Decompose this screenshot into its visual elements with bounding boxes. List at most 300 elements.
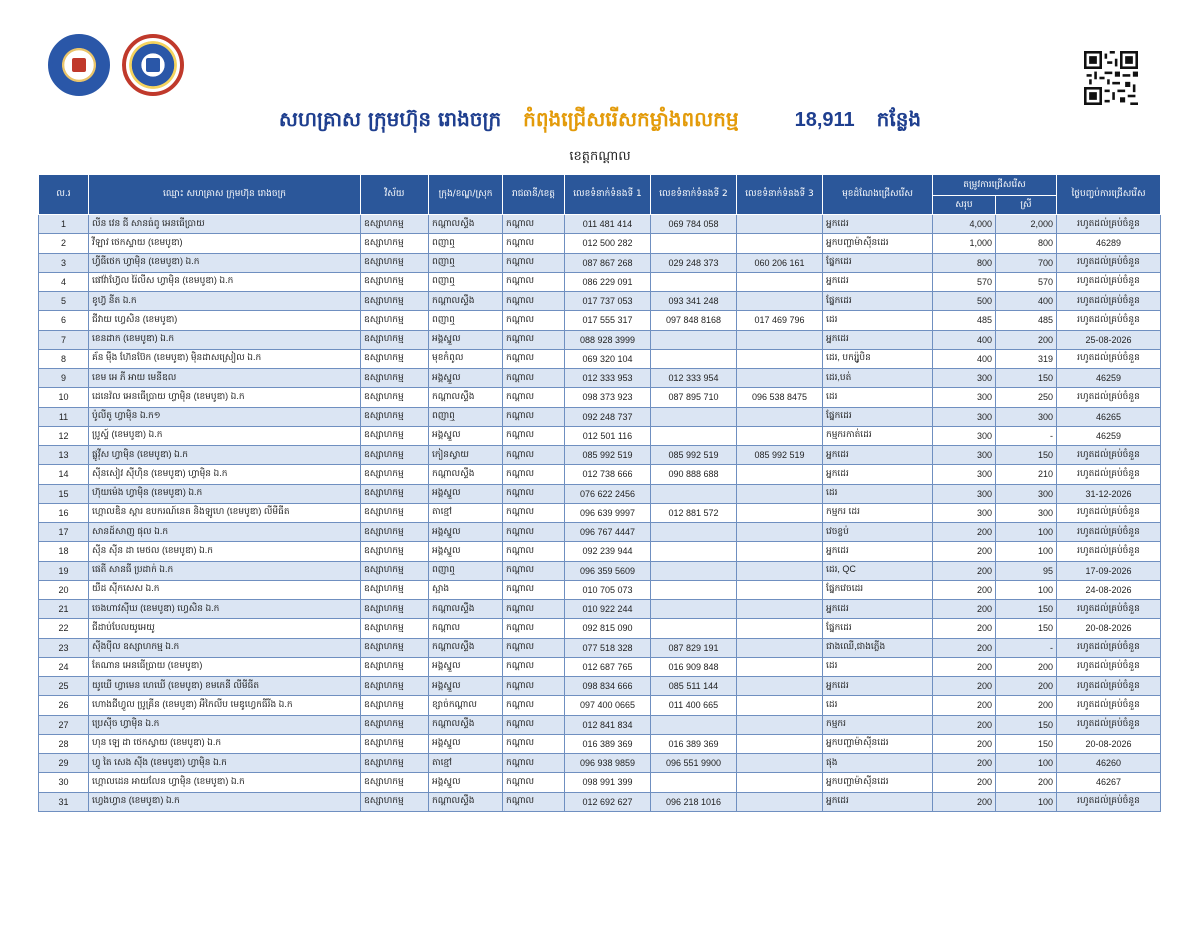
cell-district: អង្គស្នួល (429, 523, 503, 542)
cell-no: 20 (39, 580, 89, 599)
cell-name: ហោងជីហ្វូល ប្រូគ្រីន (ខេមបូឌា) អឹកៃលីប មេឌូហ្វេកធីរីង ឯ.ក (89, 696, 361, 715)
title-recruiting: កំពុងជ្រើសរើសកម្លាំងពលកម្ម (523, 107, 739, 131)
cell-no: 15 (39, 484, 89, 503)
table-row (39, 773, 1161, 792)
table-row (39, 465, 1161, 484)
cell-phone3 (737, 677, 823, 696)
cell-sector: ឧស្សាហកម្ម (361, 638, 429, 657)
cell-total: 200 (933, 773, 996, 792)
header-position: មុខដំណែងជ្រើសរើស (823, 175, 933, 215)
cell-phone1: 016 389 369 (565, 734, 651, 753)
cell-phone3 (737, 754, 823, 773)
cell-sector: ឧស្សាហកម្ម (361, 523, 429, 542)
cell-sector: ឧស្សាហកម្ម (361, 542, 429, 561)
cell-province: កណ្ដាល (503, 773, 565, 792)
cell-phone2: 012 333 954 (651, 369, 737, 388)
cell-phone3 (737, 792, 823, 811)
cell-sector: ឧស្សាហកម្ម (361, 715, 429, 734)
cell-deadline: 17-09-2026 (1057, 561, 1161, 580)
cell-no: 5 (39, 292, 89, 311)
cell-no: 31 (39, 792, 89, 811)
cell-province: កណ្ដាល (503, 734, 565, 753)
cell-position: អ្នកដេរ (823, 465, 933, 484)
cell-name: ហ្គោលឌិន ស្តារ ឧបករណ៍នេត និងឡូហេ (ខេមបូឌា) លីមីធីត (89, 503, 361, 522)
cell-phone2 (651, 600, 737, 619)
cell-deadline: រហូតដល់គ្រប់ចំនួន (1057, 311, 1161, 330)
cell-no: 12 (39, 426, 89, 445)
cell-deadline: រហូតដល់គ្រប់ចំនួន (1057, 215, 1161, 234)
cell-phone2 (651, 715, 737, 734)
cell-province: កណ្ដាល (503, 503, 565, 522)
cell-no: 21 (39, 600, 89, 619)
cell-name: ហ្វូ តៃ សេង ស៊ីង (ខេមបូឌា) ហ្វាម៉ិន ឯ.ក (89, 754, 361, 773)
cell-female: 100 (996, 580, 1057, 599)
cell-phone1: 088 928 3999 (565, 330, 651, 349)
cell-deadline: 20-08-2026 (1057, 734, 1161, 753)
cell-sector: ឧស្សាហកម្ម (361, 561, 429, 580)
cell-phone1: 092 248 737 (565, 407, 651, 426)
table-row (39, 754, 1161, 773)
cell-phone3 (737, 349, 823, 368)
cell-no: 11 (39, 407, 89, 426)
cell-phone1: 012 500 282 (565, 234, 651, 253)
cell-female: 150 (996, 369, 1057, 388)
cell-name: ហុន ឡេ ដា ថេកស្វាយ (ខេមបូឌា) ឯ.ក (89, 734, 361, 753)
cell-phone2: 011 400 665 (651, 696, 737, 715)
cell-province: កណ្ដាល (503, 754, 565, 773)
cell-phone1: 098 834 666 (565, 677, 651, 696)
cell-phone2 (651, 484, 737, 503)
cell-district: តាខ្មៅ (429, 754, 503, 773)
cell-district: កណ្ដាលស្ទឹង (429, 600, 503, 619)
table-row (39, 215, 1161, 234)
cell-province: កណ្ដាល (503, 292, 565, 311)
cell-sector: ឧស្សាហកម្ម (361, 503, 429, 522)
cell-phone2 (651, 234, 737, 253)
cell-female: 150 (996, 619, 1057, 638)
cell-district: តាខ្មៅ (429, 503, 503, 522)
association-logo (122, 34, 184, 96)
cell-total: 200 (933, 792, 996, 811)
cell-phone3: 085 992 519 (737, 446, 823, 465)
table-row (39, 561, 1161, 580)
cell-district: ពញាឮ (429, 561, 503, 580)
cell-phone1: 096 938 9859 (565, 754, 651, 773)
cell-deadline: រហូតដល់គ្រប់ចំនួន (1057, 292, 1161, 311)
cell-female: 2,000 (996, 215, 1057, 234)
cell-position: កម្មករ ដេរ (823, 503, 933, 522)
cell-district: កណ្ដាលស្ទឹង (429, 215, 503, 234)
cell-no: 16 (39, 503, 89, 522)
cell-province: កណ្ដាល (503, 369, 565, 388)
cell-province: កណ្ដាល (503, 330, 565, 349)
cell-total: 200 (933, 523, 996, 542)
table-row (39, 542, 1161, 561)
cell-name: សានដ៍សាញ ផុល ឯ.ក (89, 523, 361, 542)
table-row (39, 503, 1161, 522)
cell-district: អង្គស្នួល (429, 369, 503, 388)
cell-deadline: រហូតដល់គ្រប់ចំនួន (1057, 465, 1161, 484)
cell-phone2 (651, 619, 737, 638)
table-row (39, 657, 1161, 676)
cell-no: 10 (39, 388, 89, 407)
cell-no: 3 (39, 253, 89, 272)
cell-sector: ឧស្សាហកម្ម (361, 657, 429, 676)
cell-district: អង្គស្នួល (429, 657, 503, 676)
cell-name: ផ្លូវ៉ីស ហ្វាម៉ិន (ខេមបូឌា) ឯ.ក (89, 446, 361, 465)
cell-position: ផ្នែកដេរ (823, 253, 933, 272)
cell-phone3 (737, 272, 823, 291)
cell-phone1: 012 687 765 (565, 657, 651, 676)
cell-no: 27 (39, 715, 89, 734)
cell-province: កណ្ដាល (503, 234, 565, 253)
cell-name: ប្រេស៊ីច ហ្វាម៉ិន ឯ.ក (89, 715, 361, 734)
cell-female: 100 (996, 754, 1057, 773)
cell-phone2: 085 992 519 (651, 446, 737, 465)
cell-phone2 (651, 523, 737, 542)
cell-district: កណ្ដាលស្ទឹង (429, 638, 503, 657)
header-district: ក្រុង/ខណ្ឌ/ស្រុក (429, 175, 503, 215)
cell-no: 28 (39, 734, 89, 753)
header-no: ល.រ (39, 175, 89, 215)
cell-female: 100 (996, 523, 1057, 542)
cell-phone1: 085 992 519 (565, 446, 651, 465)
cell-district: អង្គស្នួល (429, 484, 503, 503)
cell-phone3 (737, 657, 823, 676)
cell-district: ខ្សាច់កណ្ដាល (429, 696, 503, 715)
cell-name: ប៉ូលីតូ ហ្វាម៉ិន ឯ.ក១ (89, 407, 361, 426)
cell-total: 200 (933, 696, 996, 715)
cell-female: 300 (996, 407, 1057, 426)
cell-no: 25 (39, 677, 89, 696)
cell-phone1: 077 518 328 (565, 638, 651, 657)
cell-name: យូឃើ ហ្វាមេន ហេឃើ (ខេមបូឌា) ខមភេនី លីមីធីត (89, 677, 361, 696)
header-deadline: ថ្ងៃបញ្ចប់ការជ្រើសរើស (1057, 175, 1161, 215)
cell-name: តែណាន អេនធើប្រាយ (ខេមបូឌា) (89, 657, 361, 676)
table-row (39, 272, 1161, 291)
cell-position: កម្មករ (823, 715, 933, 734)
cell-total: 300 (933, 426, 996, 445)
cell-province: កណ្ដាល (503, 407, 565, 426)
cell-name: ស៊ីនសៀវ ស៊ីហ៊ិន (ខេមបូឌា) ហ្វាម៉ិន ឯ.ក (89, 465, 361, 484)
cell-position: អ្នកដេរ (823, 677, 933, 696)
cell-phone1: 012 501 116 (565, 426, 651, 445)
cell-district: កៀនស្វាយ (429, 446, 503, 465)
cell-position: អ្នកដេរ (823, 272, 933, 291)
cell-female: 150 (996, 600, 1057, 619)
cell-phone1: 012 738 666 (565, 465, 651, 484)
cell-total: 570 (933, 272, 996, 291)
cell-province: កណ្ដាល (503, 677, 565, 696)
cell-district: មុខកំពូល (429, 349, 503, 368)
cell-name: ជីវាយ ហ្វេសិន (ខេមបូឌា) (89, 311, 361, 330)
cell-province: កណ្ដាល (503, 715, 565, 734)
cell-sector: ឧស្សាហកម្ម (361, 734, 429, 753)
header-name: ឈ្មោះ សហគ្រាស ក្រុមហ៊ុន រោងចក្រ (89, 175, 361, 215)
cell-sector: ឧស្សាហកម្ម (361, 407, 429, 426)
cell-no: 24 (39, 657, 89, 676)
cell-sector: ឧស្សាហកម្ម (361, 349, 429, 368)
cell-position: ផ្នែកដេរ (823, 619, 933, 638)
cell-district: កណ្ដាល (429, 619, 503, 638)
cell-province: កណ្ដាល (503, 349, 565, 368)
cell-position: ដេរ, បករ្ស៉ូបិន (823, 349, 933, 368)
cell-position: ដេរ (823, 657, 933, 676)
cell-no: 2 (39, 234, 89, 253)
cell-phone3 (737, 503, 823, 522)
cell-phone3 (737, 715, 823, 734)
qr-code[interactable] (1084, 50, 1138, 106)
cell-total: 200 (933, 715, 996, 734)
cell-position: ដេរ, QC (823, 561, 933, 580)
logo-group (48, 34, 184, 96)
cell-phone3: 060 206 161 (737, 253, 823, 272)
cell-province: កណ្ដាល (503, 446, 565, 465)
cell-phone1: 012 692 627 (565, 792, 651, 811)
cell-female: 200 (996, 330, 1057, 349)
cell-female: 210 (996, 465, 1057, 484)
cell-phone2: 093 341 248 (651, 292, 737, 311)
table-row (39, 619, 1161, 638)
cell-phone2: 016 389 369 (651, 734, 737, 753)
table-row (39, 349, 1161, 368)
cell-district: ពញាឮ (429, 234, 503, 253)
cell-phone1: 012 841 834 (565, 715, 651, 734)
cell-phone1: 011 481 414 (565, 215, 651, 234)
page-title (0, 106, 1200, 136)
cell-sector: ឧស្សាហកម្ម (361, 677, 429, 696)
cell-name: ជីដាប់បែលយូអេយូ (89, 619, 361, 638)
cell-total: 4,000 (933, 215, 996, 234)
cell-sector: ឧស្សាហកម្ម (361, 792, 429, 811)
cell-province: កណ្ដាល (503, 580, 565, 599)
table-row (39, 311, 1161, 330)
cell-deadline: រហូតដល់គ្រប់ចំនួន (1057, 677, 1161, 696)
cell-position: ផ្នែកដេរ (823, 292, 933, 311)
cell-district: អង្គស្នួល (429, 426, 503, 445)
cell-name: ផេតី សានធី ប្រដាក់ ឯ.ក (89, 561, 361, 580)
cell-deadline: 46259 (1057, 369, 1161, 388)
cell-deadline: 31-12-2026 (1057, 484, 1161, 503)
cell-position: ផុង (823, 754, 933, 773)
cell-sector: ឧស្សាហកម្ម (361, 215, 429, 234)
cell-district: ស្អាង (429, 580, 503, 599)
cell-phone1: 097 400 0665 (565, 696, 651, 715)
cell-name: ហ្វេងហ្វាន (ខេមបូឌា) ឯ.ក (89, 792, 361, 811)
cell-deadline: រហូតដល់គ្រប់ចំនួន (1057, 349, 1161, 368)
cell-phone3 (737, 600, 823, 619)
cell-female: 300 (996, 484, 1057, 503)
table-row (39, 523, 1161, 542)
cell-total: 300 (933, 407, 996, 426)
cell-female: 250 (996, 388, 1057, 407)
cell-position: អ្នកបញ្ជាម៉ាស៊ីនដេរ (823, 734, 933, 753)
cell-position: ដេរ (823, 311, 933, 330)
cell-position: អ្នកដេរ (823, 600, 933, 619)
cell-phone1: 096 359 5609 (565, 561, 651, 580)
cell-province: កណ្ដាល (503, 792, 565, 811)
cell-name: ហ៊ុយម៉េង ហ្វាម៉ិន (ខេមបូឌា) ឯ.ក (89, 484, 361, 503)
cell-phone1: 087 867 268 (565, 253, 651, 272)
cell-phone1: 096 767 4447 (565, 523, 651, 542)
cell-female: 200 (996, 677, 1057, 696)
cell-name: ចេងហាវស៊ីឃ (ខេមបូឌា) ហ្វេសិន ឯ.ក (89, 600, 361, 619)
cell-phone2: 090 888 688 (651, 465, 737, 484)
cell-total: 400 (933, 349, 996, 368)
cell-district: អង្គស្នួល (429, 677, 503, 696)
cell-deadline: 20-08-2026 (1057, 619, 1161, 638)
table-row (39, 715, 1161, 734)
cell-total: 200 (933, 677, 996, 696)
cell-sector: ឧស្សាហកម្ម (361, 330, 429, 349)
cell-female: 150 (996, 734, 1057, 753)
cell-phone2: 097 848 8168 (651, 311, 737, 330)
cell-position: អ្នកដេរ (823, 446, 933, 465)
cell-phone3: 096 538 8475 (737, 388, 823, 407)
cell-deadline: 46289 (1057, 234, 1161, 253)
cell-district: ពញាឮ (429, 407, 503, 426)
cell-phone3 (737, 696, 823, 715)
cell-deadline: រហូតដល់គ្រប់ចំនួន (1057, 696, 1161, 715)
cell-total: 300 (933, 484, 996, 503)
cell-position: ដេរ (823, 388, 933, 407)
cell-phone1: 098 373 923 (565, 388, 651, 407)
cell-phone2: 012 881 572 (651, 503, 737, 522)
cell-district: កណ្ដាលស្ទឹង (429, 792, 503, 811)
table-row (39, 253, 1161, 272)
cell-no: 1 (39, 215, 89, 234)
cell-female: 200 (996, 696, 1057, 715)
table-row (39, 446, 1161, 465)
cell-name: គ័ន ម៉ឹង ហ៊ែនប៊ែក (ខេមបូឌា) ម៉ិនដាសស្រៀល ឯ.ក (89, 349, 361, 368)
cell-deadline: រហូតដល់គ្រប់ចំនួន (1057, 503, 1161, 522)
cell-phone2: 085 511 144 (651, 677, 737, 696)
table-row (39, 484, 1161, 503)
cell-phone1: 010 705 073 (565, 580, 651, 599)
table-row (39, 292, 1161, 311)
cell-district: កណ្ដាលស្ទឹង (429, 292, 503, 311)
header-total: សរុប (933, 196, 996, 215)
cell-sector: ឧស្សាហកម្ម (361, 773, 429, 792)
province-subtitle: ខេត្តកណ្ដាល (569, 149, 631, 164)
table-row (39, 234, 1161, 253)
cell-deadline: រហូតដល់គ្រប់ចំនួន (1057, 600, 1161, 619)
cell-total: 300 (933, 503, 996, 522)
cell-total: 200 (933, 734, 996, 753)
cell-district: អង្គស្នួល (429, 542, 503, 561)
cell-phone2 (651, 542, 737, 561)
table-row (39, 426, 1161, 445)
cell-phone1: 092 815 090 (565, 619, 651, 638)
table-row (39, 696, 1161, 715)
cell-province: កណ្ដាល (503, 311, 565, 330)
table-row (39, 677, 1161, 696)
cell-district: ពញាឮ (429, 311, 503, 330)
cell-female: 150 (996, 715, 1057, 734)
cell-position: ផ្នែកវេចដេរ (823, 580, 933, 599)
table-row (39, 330, 1161, 349)
cell-sector: ឧស្សាហកម្ម (361, 234, 429, 253)
cell-province: កណ្ដាល (503, 272, 565, 291)
cell-district: កណ្ដាលស្ទឹង (429, 465, 503, 484)
cell-no: 29 (39, 754, 89, 773)
cell-phone1: 092 239 944 (565, 542, 651, 561)
cell-province: កណ្ដាល (503, 657, 565, 676)
cell-name: ប្រូស្ទ៍ (ខេមបូឌា) ឯ.ក (89, 426, 361, 445)
cell-province: កណ្ដាល (503, 484, 565, 503)
cell-phone3 (737, 407, 823, 426)
cell-name: ផៅវ៉ាហ្វ៊ែល រ៉ៃលីស ហ្វាម៉ិន (ខេមបូឌា) ឯ.ក (89, 272, 361, 291)
cell-deadline: 25-08-2026 (1057, 330, 1161, 349)
cell-district: ពញាឮ (429, 253, 503, 272)
cell-sector: ឧស្សាហកម្ម (361, 272, 429, 291)
cell-female: 300 (996, 503, 1057, 522)
header-phone3: លេខទំនាក់ទំនងទី 3 (737, 175, 823, 215)
cell-name: ស៊ីន ស៊ីន ដា មេថល (ខេមបូឌា) ឯ.ក (89, 542, 361, 561)
cell-position: ផ្នែកដេរ (823, 407, 933, 426)
cell-phone1: 012 333 953 (565, 369, 651, 388)
cell-phone3 (737, 369, 823, 388)
cell-total: 485 (933, 311, 996, 330)
cell-phone3: 017 469 796 (737, 311, 823, 330)
cell-no: 23 (39, 638, 89, 657)
cell-total: 200 (933, 542, 996, 561)
cell-sector: ឧស្សាហកម្ម (361, 311, 429, 330)
cell-phone1: 086 229 091 (565, 272, 651, 291)
cell-name: ខូហ្វ៊ នីត ឯ.ក (89, 292, 361, 311)
cell-female: 100 (996, 792, 1057, 811)
cell-province: កណ្ដាល (503, 638, 565, 657)
cell-sector: ឧស្សាហកម្ម (361, 754, 429, 773)
header-sector: វិស័យ (361, 175, 429, 215)
title-count: 18,911 (794, 109, 855, 131)
cell-total: 200 (933, 657, 996, 676)
cell-phone1: 010 922 244 (565, 600, 651, 619)
cell-no: 13 (39, 446, 89, 465)
cell-female: 200 (996, 773, 1057, 792)
cell-total: 300 (933, 446, 996, 465)
cell-phone3 (737, 523, 823, 542)
cell-position: ដេរ (823, 696, 933, 715)
cell-no: 30 (39, 773, 89, 792)
cell-phone2: 069 784 058 (651, 215, 737, 234)
cell-no: 14 (39, 465, 89, 484)
cell-deadline: 46265 (1057, 407, 1161, 426)
cell-total: 200 (933, 638, 996, 657)
cell-deadline: រហូតដល់គ្រប់ចំនួន (1057, 715, 1161, 734)
cell-female: - (996, 638, 1057, 657)
cell-sector: ឧស្សាហកម្ម (361, 426, 429, 445)
cell-no: 4 (39, 272, 89, 291)
cell-deadline: 46267 (1057, 773, 1161, 792)
cell-position: កម្មករកាត់ដេរ (823, 426, 933, 445)
cell-position: អ្នកដេរ (823, 215, 933, 234)
cell-phone3 (737, 465, 823, 484)
cell-name: ខេម អេ ភី អាយ មេនីឌល (89, 369, 361, 388)
cell-name: ហ្គោលដេន អាយលែន ហ្វាម៉ិន (ខេមបូឌា) ឯ.ក (89, 773, 361, 792)
cell-phone3 (737, 638, 823, 657)
cell-phone3 (737, 426, 823, 445)
cell-phone3 (737, 580, 823, 599)
ministry-logo (48, 34, 110, 96)
cell-phone3 (737, 330, 823, 349)
cell-deadline: រហូតដល់គ្រប់ចំនួន (1057, 272, 1161, 291)
cell-name: យឺដ ស៊ីកសេស ឯ.ក (89, 580, 361, 599)
cell-deadline: 46260 (1057, 754, 1161, 773)
cell-position: វេចខ្ចប់ (823, 523, 933, 542)
cell-female: 100 (996, 542, 1057, 561)
cell-sector: ឧស្សាហកម្ម (361, 484, 429, 503)
